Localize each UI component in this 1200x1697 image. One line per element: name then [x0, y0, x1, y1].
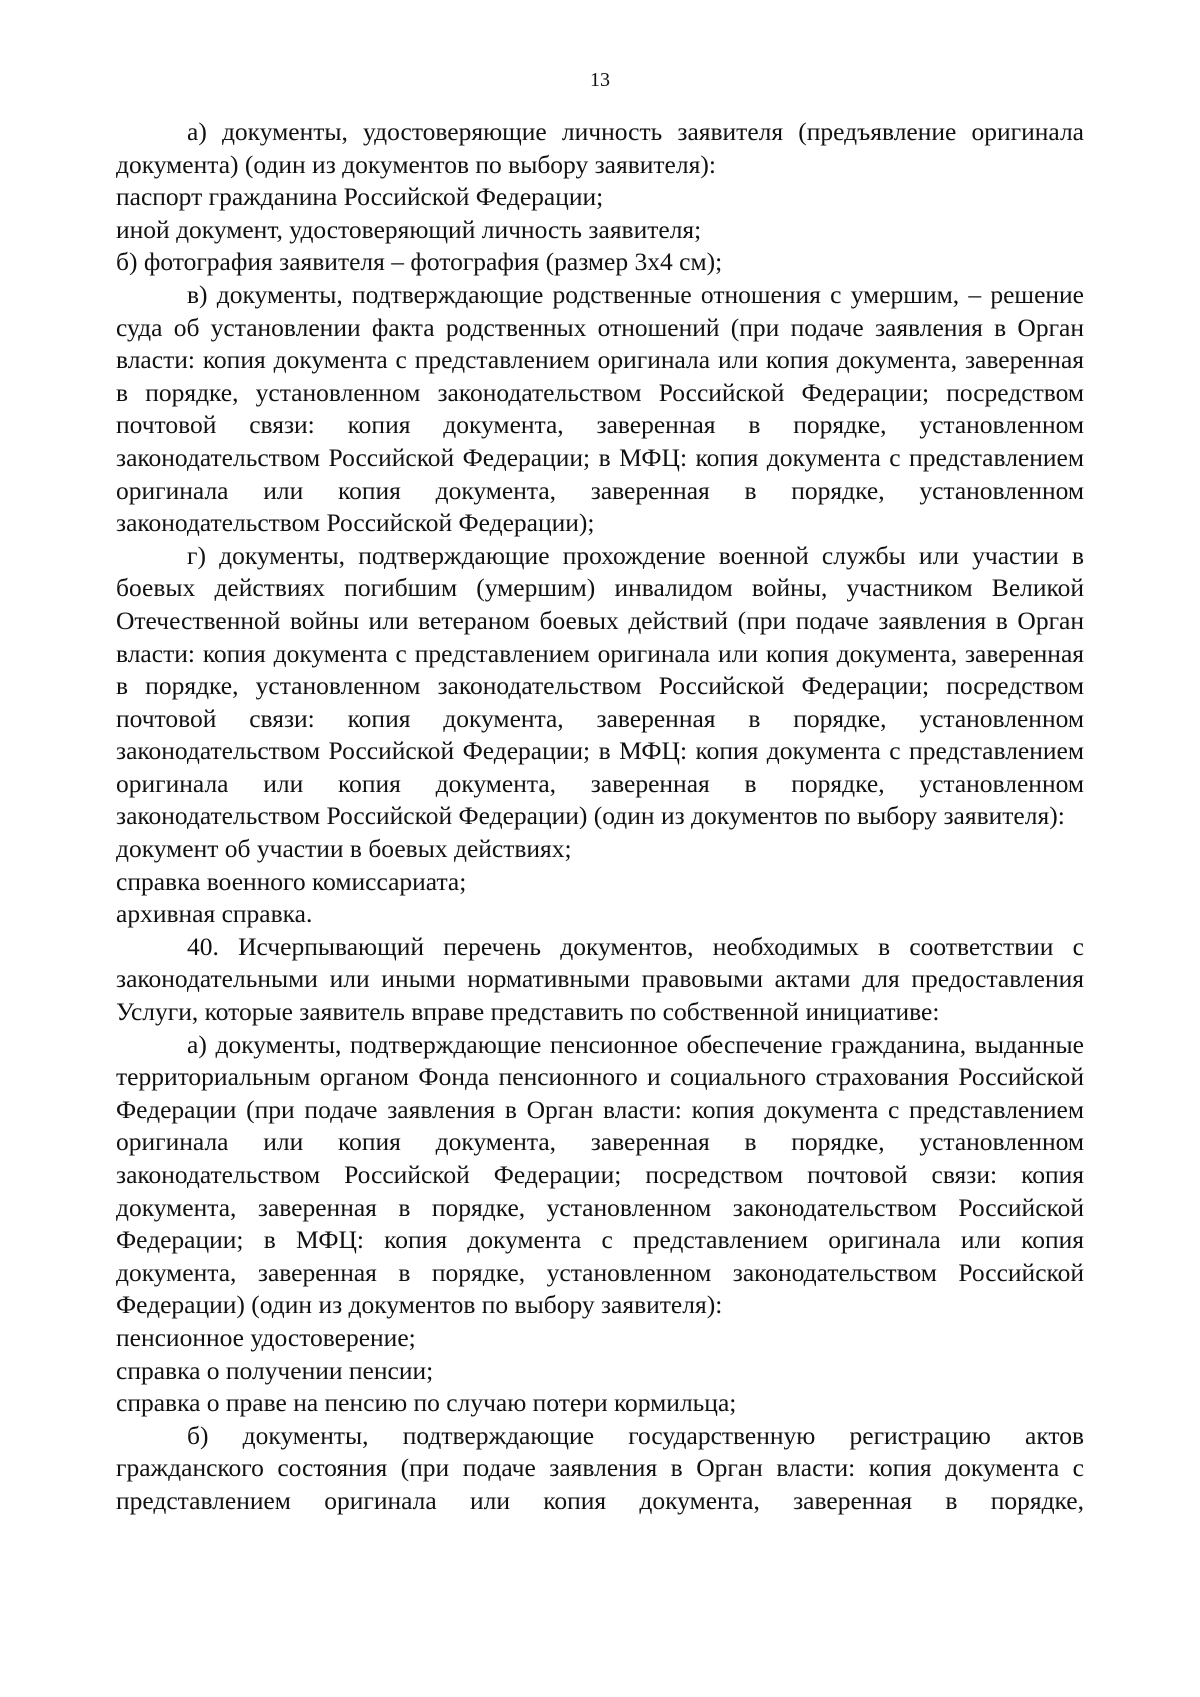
list-item: паспорт гражданина Российской Федерации; — [116, 182, 604, 212]
paragraph-military-service-documents: г) документы, подтверждающие прохождение военной службы или участии в боевых действиях погибшим (умершим) инвалидом войны, участником Великой Отечественной войны или ветераном боевых действий (при подаче заявления в Орган власти: копия документа с представлением оригинала или копия документа, заверенная в порядке, установленном законодательством Российской Федерации; посредством почтовой связи: копия документа, заверенная в порядке, установленном законодательством Российской Федерации; в МФЦ: копия документа с представлением оригинала или копия документа, заверенная в порядке, установленном законодательством Российской Федерации) (один из документов по выбору заявителя): — [116, 540, 1084, 831]
list-item: справка о получении пенсии; — [116, 1355, 434, 1385]
paragraph-40-list-of-documents: 40. Исчерпывающий перечень документов, необходимых в соответствии с законодательными или иными нормативными правовыми актами для предоставления Услуги, которые заявитель вправе представить по собственной инициативе: — [116, 931, 1084, 1027]
list-item: пенсионное удостоверение; — [116, 1322, 416, 1352]
list-item: архивная справка. — [116, 899, 313, 929]
list-item: справка о праве на пенсию по случаю потери кормильца; — [116, 1388, 737, 1418]
paragraph-identity-documents: а) документы, удостоверяющие личность заявителя (предъявление оригинала документа) (один из документов по выбору заявителя): — [116, 117, 1084, 179]
list-item: документ об участии в боевых действиях; — [116, 834, 572, 864]
list-item: иной документ, удостоверяющий личность заявителя; — [116, 214, 702, 244]
page-number: 13 — [590, 69, 610, 91]
list-item: б) фотография заявителя – фотография (размер 3х4 см); — [116, 247, 723, 277]
paragraph-civil-status-documents: б) документы, подтверждающие государственную регистрацию актов гражданского состояния (при подаче заявления в Орган власти: копия документа с представлением оригинала или копия документа, заверенная в порядке, — [116, 1420, 1084, 1515]
paragraph-kinship-documents: в) документы, подтверждающие родственные отношения с умершим, – решение суда об установлении факта родственных отношений (при подаче заявления в Орган власти: копия документа с представлением оригинала или копия документа, заверенная в порядке, установленном законодательством Российской Федерации; посредством почтовой связи: копия документа, заверенная в порядке, установленном законодательством Российской Федерации; в МФЦ: копия документа с представлением оригинала или копия документа, заверенная в порядке, установленном законодательством Российской Федерации); — [116, 279, 1084, 538]
list-item: справка военного комиссариата; — [116, 866, 467, 896]
paragraph-pension-documents: а) документы, подтверждающие пенсионное обеспечение гражданина, выданные территориальным органом Фонда пенсионного и социального страхования Российской Федерации (при подаче заявления в Орган власти: копия документа с представлением оригинала или копия документа, заверенная в порядке, установленном законодательством Российской Федерации; посредством почтовой связи: копия документа, заверенная в порядке, установленном законодательством Российской Федерации; в МФЦ: копия документа с представлением оригинала или копия документа, заверенная в порядке, установленном законодательством Российской Федерации) (один из документов по выбору заявителя): — [116, 1029, 1084, 1320]
document-body — [116, 116, 1084, 1518]
